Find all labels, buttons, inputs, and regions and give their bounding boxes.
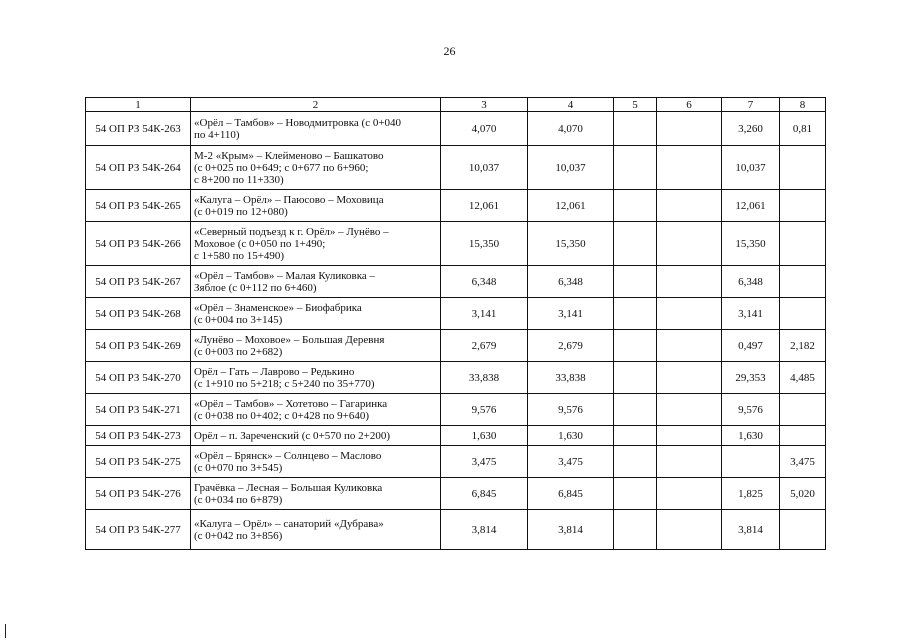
table-row (86, 394, 826, 426)
column-header: 1 (86, 98, 191, 112)
value-cell-c3: 10,037 (441, 146, 528, 190)
value-cell-c5 (614, 222, 657, 266)
table-row (86, 190, 826, 222)
road-name-cell (191, 190, 441, 222)
road-name-line: (с 1+910 по 5+218; с 5+240 по 35+770) (194, 377, 375, 390)
road-name-line: с 1+580 по 15+490) (194, 249, 285, 262)
road-name-line: «Орёл – Тамбов» – Малая Куликовка – (194, 269, 376, 282)
road-name-line: (с 0+042 по 3+856) (194, 529, 283, 542)
value-cell-c8 (780, 394, 826, 426)
road-code-cell: 54 ОП РЗ 54К-275 (86, 446, 191, 478)
value-cell-c4: 3,814 (528, 510, 614, 550)
header-row (86, 98, 826, 112)
value-cell-c4: 6,845 (528, 478, 614, 510)
road-name-line: «Калуга – Орёл» – санаторий «Дубрава» (194, 517, 384, 530)
road-name-line: «Лунёво – Моховое» – Большая Деревня (194, 333, 385, 346)
road-name-line: Грачёвка – Лесная – Большая Куликовка (194, 481, 383, 494)
value-cell-c3: 3,475 (441, 446, 528, 478)
table-row (86, 112, 826, 146)
value-cell-c8: 2,182 (780, 330, 826, 362)
value-cell-c3: 3,141 (441, 298, 528, 330)
column-header: 3 (441, 98, 528, 112)
value-cell-c7: 29,353 (722, 362, 780, 394)
road-name-line: Зяблое (с 0+112 по 6+460) (194, 281, 317, 294)
value-cell-c4: 9,576 (528, 394, 614, 426)
value-cell-c3: 6,845 (441, 478, 528, 510)
value-cell-c3: 33,838 (441, 362, 528, 394)
value-cell-c4: 15,350 (528, 222, 614, 266)
value-cell-c5 (614, 330, 657, 362)
value-cell-c3: 3,814 (441, 510, 528, 550)
value-cell-c6 (657, 112, 722, 146)
road-code-cell: 54 ОП РЗ 54К-266 (86, 222, 191, 266)
value-cell-c3: 2,679 (441, 330, 528, 362)
value-cell-c5 (614, 510, 657, 550)
road-name-line: «Калуга – Орёл» – Паюсово – Моховица (194, 193, 384, 206)
road-name-cell (191, 146, 441, 190)
value-cell-c7: 10,037 (722, 146, 780, 190)
road-code-cell: 54 ОП РЗ 54К-265 (86, 190, 191, 222)
value-cell-c3: 15,350 (441, 222, 528, 266)
road-name-cell (191, 266, 441, 298)
value-cell-c8 (780, 146, 826, 190)
road-name-cell (191, 330, 441, 362)
road-name-line: «Орёл – Тамбов» – Новодмитровка (с 0+040 (194, 116, 402, 129)
road-name-cell (191, 426, 441, 446)
value-cell-c7: 6,348 (722, 266, 780, 298)
value-cell-c8 (780, 426, 826, 446)
value-cell-c4: 1,630 (528, 426, 614, 446)
value-cell-c6 (657, 190, 722, 222)
value-cell-c4: 2,679 (528, 330, 614, 362)
value-cell-c8 (780, 222, 826, 266)
table-row (86, 446, 826, 478)
road-name-cell (191, 510, 441, 550)
table-row (86, 426, 826, 446)
road-name-line: Орёл – Гать – Лаврово – Редькино (194, 365, 355, 378)
value-cell-c7: 1,825 (722, 478, 780, 510)
table-row (86, 266, 826, 298)
value-cell-c3: 1,630 (441, 426, 528, 446)
road-name-line: «Северный подъезд к г. Орёл» – Лунёво – (194, 225, 389, 238)
value-cell-c8 (780, 190, 826, 222)
road-name-cell (191, 394, 441, 426)
value-cell-c4: 6,348 (528, 266, 614, 298)
value-cell-c7: 15,350 (722, 222, 780, 266)
road-name-line: Орёл – п. Зареченский (с 0+570 по 2+200) (194, 429, 391, 442)
road-code-cell: 54 ОП РЗ 54К-268 (86, 298, 191, 330)
value-cell-c6 (657, 362, 722, 394)
value-cell-c5 (614, 190, 657, 222)
column-header: 8 (780, 98, 826, 112)
value-cell-c5 (614, 266, 657, 298)
value-cell-c6 (657, 426, 722, 446)
road-name-line: Моховое (с 0+050 по 1+490; (194, 237, 326, 250)
value-cell-c4: 10,037 (528, 146, 614, 190)
road-code-cell: 54 ОП РЗ 54К-276 (86, 478, 191, 510)
value-cell-c8 (780, 510, 826, 550)
value-cell-c8: 0,81 (780, 112, 826, 146)
value-cell-c6 (657, 478, 722, 510)
value-cell-c6 (657, 146, 722, 190)
value-cell-c3: 9,576 (441, 394, 528, 426)
value-cell-c3: 6,348 (441, 266, 528, 298)
value-cell-c4: 33,838 (528, 362, 614, 394)
road-code-cell: 54 ОП РЗ 54К-270 (86, 362, 191, 394)
value-cell-c5 (614, 362, 657, 394)
value-cell-c4: 4,070 (528, 112, 614, 146)
road-name-line: (с 0+025 по 0+649; с 0+677 по 6+960; (194, 161, 369, 174)
value-cell-c7: 0,497 (722, 330, 780, 362)
road-name-line: «Орёл – Знаменское» – Биофабрика (194, 301, 362, 314)
value-cell-c5 (614, 478, 657, 510)
value-cell-c6 (657, 394, 722, 426)
road-name-line: (с 0+004 по 3+145) (194, 313, 283, 326)
road-code-cell: 54 ОП РЗ 54К-269 (86, 330, 191, 362)
table-row (86, 298, 826, 330)
road-name-line: (с 0+038 по 0+402; с 0+428 по 9+640) (194, 409, 369, 422)
value-cell-c5 (614, 112, 657, 146)
value-cell-c7: 12,061 (722, 190, 780, 222)
road-code-cell: 54 ОП РЗ 54К-273 (86, 426, 191, 446)
column-header: 4 (528, 98, 614, 112)
value-cell-c6 (657, 222, 722, 266)
road-name-cell (191, 362, 441, 394)
road-name-line: с 8+200 по 11+330) (194, 173, 284, 186)
road-name-line: «Орёл – Брянск» – Солнцево – Маслово (194, 449, 382, 462)
table-row (86, 478, 826, 510)
value-cell-c6 (657, 510, 722, 550)
value-cell-c5 (614, 146, 657, 190)
edge-mark (5, 624, 6, 638)
value-cell-c7: 9,576 (722, 394, 780, 426)
road-name-cell (191, 478, 441, 510)
column-header: 6 (657, 98, 722, 112)
value-cell-c4: 3,475 (528, 446, 614, 478)
page-number: 26 (443, 44, 456, 58)
road-name-line: (с 0+019 по 12+080) (194, 205, 288, 218)
value-cell-c5 (614, 394, 657, 426)
table-row (86, 362, 826, 394)
road-name-line: «Орёл – Тамбов» – Хотетово – Гагаринка (194, 397, 388, 410)
road-name-cell (191, 446, 441, 478)
road-code-cell: 54 ОП РЗ 54К-267 (86, 266, 191, 298)
value-cell-c8 (780, 266, 826, 298)
value-cell-c6 (657, 298, 722, 330)
table-row (86, 510, 826, 550)
value-cell-c3: 4,070 (441, 112, 528, 146)
column-header: 7 (722, 98, 780, 112)
roads-table (85, 97, 826, 550)
value-cell-c6 (657, 446, 722, 478)
value-cell-c4: 3,141 (528, 298, 614, 330)
value-cell-c7: 3,260 (722, 112, 780, 146)
value-cell-c3: 12,061 (441, 190, 528, 222)
value-cell-c8: 4,485 (780, 362, 826, 394)
road-code-cell: 54 ОП РЗ 54К-271 (86, 394, 191, 426)
road-name-cell (191, 298, 441, 330)
value-cell-c8: 3,475 (780, 446, 826, 478)
table-body (86, 112, 826, 550)
road-name-line: (с 0+003 по 2+682) (194, 345, 283, 358)
value-cell-c5 (614, 426, 657, 446)
table-row (86, 330, 826, 362)
value-cell-c6 (657, 266, 722, 298)
table-row (86, 222, 826, 266)
value-cell-c7: 1,630 (722, 426, 780, 446)
road-code-cell: 54 ОП РЗ 54К-263 (86, 112, 191, 146)
value-cell-c5 (614, 446, 657, 478)
road-name-line: по 4+110) (194, 128, 240, 141)
value-cell-c7: 3,814 (722, 510, 780, 550)
value-cell-c8 (780, 298, 826, 330)
road-code-cell: 54 ОП РЗ 54К-264 (86, 146, 191, 190)
road-name-line: М-2 «Крым» – Клейменово – Башкатово (194, 149, 384, 162)
value-cell-c8: 5,020 (780, 478, 826, 510)
value-cell-c7: 3,141 (722, 298, 780, 330)
column-header: 2 (191, 98, 441, 112)
value-cell-c7 (722, 446, 780, 478)
road-name-cell (191, 112, 441, 146)
road-name-line: (с 0+034 по 6+879) (194, 493, 283, 506)
value-cell-c5 (614, 298, 657, 330)
table-row (86, 146, 826, 190)
value-cell-c6 (657, 330, 722, 362)
road-name-line: (с 0+070 по 3+545) (194, 461, 283, 474)
road-code-cell: 54 ОП РЗ 54К-277 (86, 510, 191, 550)
value-cell-c4: 12,061 (528, 190, 614, 222)
column-header: 5 (614, 98, 657, 112)
road-name-cell (191, 222, 441, 266)
